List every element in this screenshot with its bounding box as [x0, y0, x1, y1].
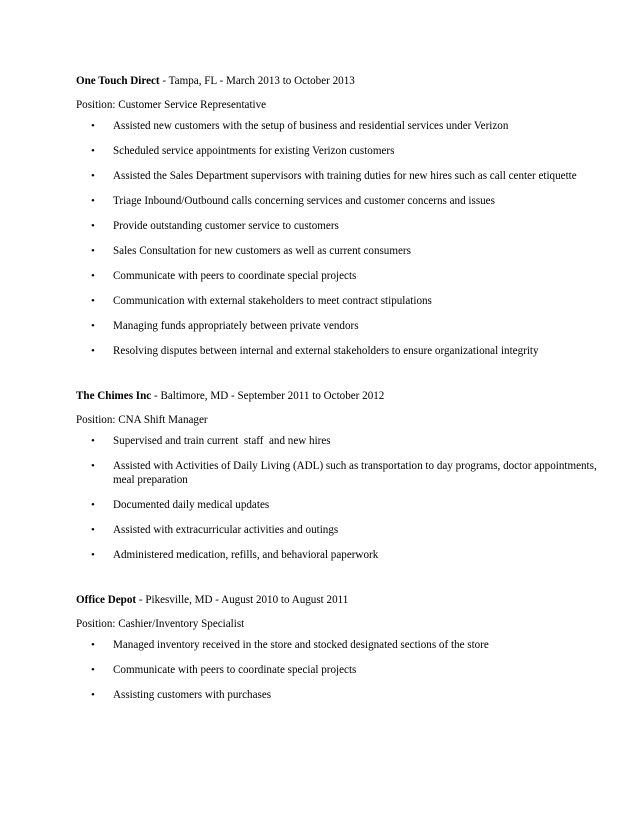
- bullet-icon: •: [91, 345, 95, 357]
- section-spacer: [76, 369, 598, 389]
- job-entry-the-chimes-inc: [76, 389, 598, 562]
- duties-list: [76, 119, 598, 358]
- duty-text: Communicate with peers to coordinate special projects: [113, 270, 357, 282]
- bullet-icon: •: [91, 220, 95, 232]
- duty-text: Sales Consultation for new customers as well as current consumers: [113, 245, 411, 257]
- duty-text: Scheduled service appointments for existing Verizon customers: [113, 145, 395, 157]
- bullet-icon: •: [91, 689, 95, 701]
- duty-item: [76, 169, 598, 183]
- duty-item: [76, 663, 598, 677]
- duty-text: Communicate with peers to coordinate special projects: [113, 664, 357, 676]
- bullet-icon: •: [91, 435, 95, 447]
- duty-item: [76, 548, 598, 562]
- duty-item: [76, 459, 598, 487]
- duty-text: Assisted new customers with the setup of business and residential services under Verizon: [113, 120, 509, 132]
- duty-text: Administered medication, refills, and behavioral paperwork: [113, 549, 379, 561]
- job-entry-office-depot: [76, 593, 598, 702]
- duty-text: Documented daily medical updates: [113, 499, 270, 511]
- bullet-icon: •: [91, 499, 95, 511]
- duty-text: Communication with external stakeholders to meet contract stipulations: [113, 295, 432, 307]
- bullet-icon: •: [91, 120, 95, 132]
- duty-text: Assisted with extracurricular activities and outings: [113, 524, 339, 536]
- duty-item: [76, 119, 598, 133]
- duties-list: [76, 434, 598, 562]
- duty-text: Provide outstanding customer service to customers: [113, 220, 339, 232]
- job-header: [76, 593, 598, 607]
- bullet-icon: •: [91, 460, 95, 472]
- duty-item: [76, 434, 598, 448]
- section-spacer: [76, 573, 598, 593]
- duty-item: [76, 144, 598, 158]
- company-name: The Chimes Inc: [76, 390, 152, 402]
- duty-item: [76, 269, 598, 283]
- duty-item: [76, 294, 598, 308]
- bullet-icon: •: [91, 639, 95, 651]
- duty-item: [76, 194, 598, 208]
- company-name: One Touch Direct: [76, 75, 160, 87]
- job-details: - Baltimore, MD - September 2011 to October 2012: [151, 390, 385, 402]
- duty-text: Assisting customers with purchases: [113, 689, 272, 701]
- job-header: [76, 389, 598, 403]
- duty-item: [76, 244, 598, 258]
- bullet-icon: •: [91, 524, 95, 536]
- duty-text: Assisted with Activities of Daily Living (ADL) such as transportation to day programs, doctor appointments, meal preparation: [113, 460, 597, 486]
- job-entry-one-touch-direct: [76, 74, 598, 358]
- bullet-icon: •: [91, 195, 95, 207]
- bullet-icon: •: [91, 245, 95, 257]
- bullet-icon: •: [91, 270, 95, 282]
- duty-text: Resolving disputes between internal and external stakeholders to ensure organizational integrity: [113, 345, 539, 357]
- duty-item: [76, 523, 598, 537]
- bullet-icon: •: [91, 320, 95, 332]
- duty-item: [76, 638, 598, 652]
- duty-item: [76, 319, 598, 333]
- job-details: - Tampa, FL - March 2013 to October 2013: [159, 75, 355, 87]
- company-name: Office Depot: [76, 594, 137, 606]
- duty-item: [76, 498, 598, 512]
- duty-text: Triage Inbound/Outbound calls concerning services and customer concerns and issues: [113, 195, 495, 207]
- duty-item: [76, 344, 598, 358]
- duties-list: [76, 638, 598, 702]
- position-title: Position: Cashier/Inventory Specialist: [76, 618, 245, 630]
- duty-text: Supervised and train current staff and new hires: [113, 435, 331, 447]
- duty-item: [76, 688, 598, 702]
- bullet-icon: •: [91, 170, 95, 182]
- position-title: Position: Customer Service Representative: [76, 99, 267, 111]
- bullet-icon: •: [91, 145, 95, 157]
- bullet-icon: •: [91, 549, 95, 561]
- duty-item: [76, 219, 598, 233]
- duty-text: Assisted the Sales Department supervisors with training duties for new hires such as call center etiquette: [113, 170, 577, 182]
- position-title: Position: CNA Shift Manager: [76, 414, 208, 426]
- duty-text: Managing funds appropriately between private vendors: [113, 320, 359, 332]
- job-details: - Pikesville, MD - August 2010 to August 2011: [136, 594, 349, 606]
- bullet-icon: •: [91, 295, 95, 307]
- job-header: [76, 74, 598, 88]
- bullet-icon: •: [91, 664, 95, 676]
- duty-text: Managed inventory received in the store and stocked designated sections of the store: [113, 639, 489, 651]
